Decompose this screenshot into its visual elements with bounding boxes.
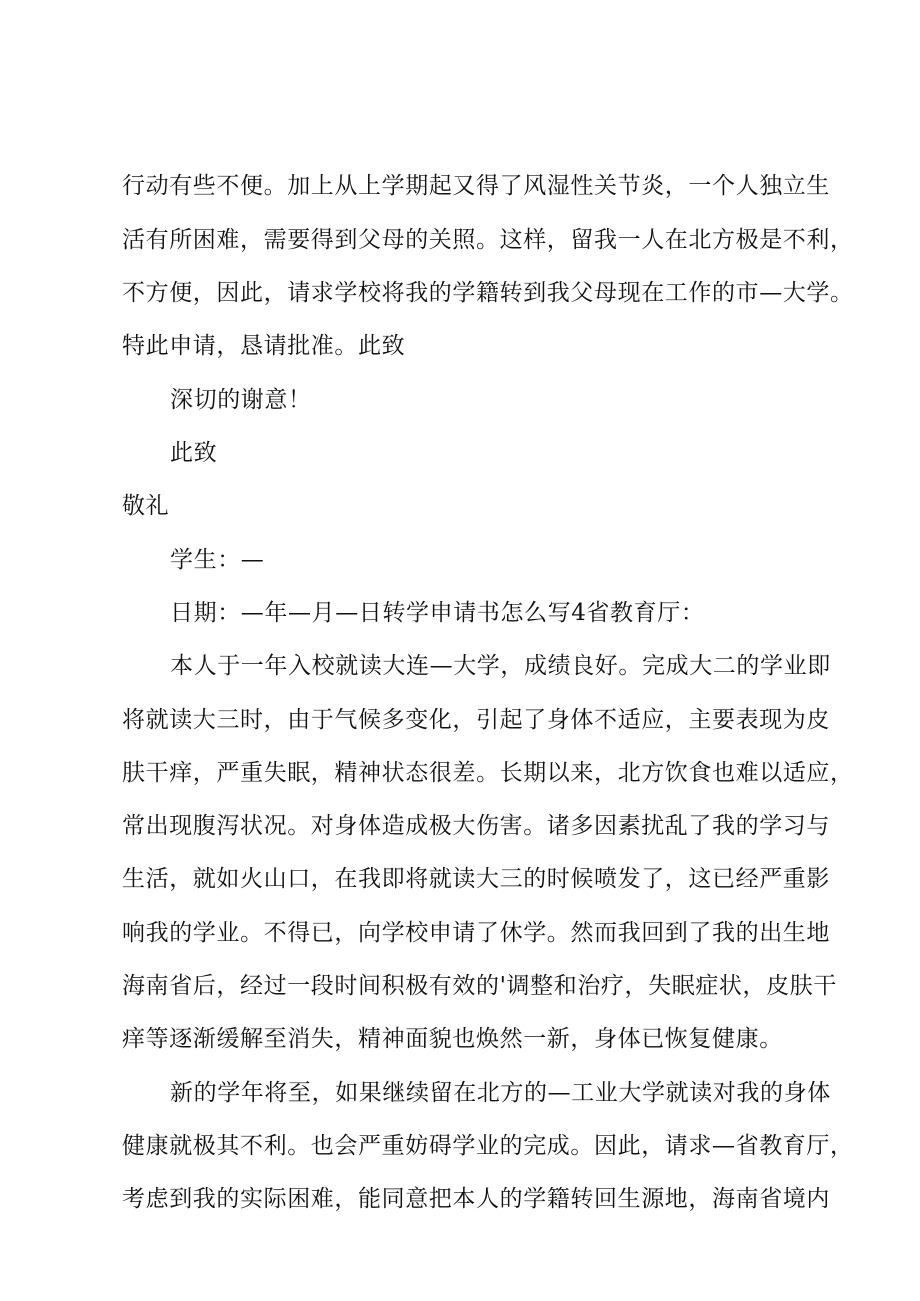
text-line: 不方便，因此，请求学校将我的学籍转到我父母现在工作的市—大学。 bbox=[122, 280, 854, 306]
text-line: 活有所困难，需要得到父母的关照。这样，留我一人在北方极是不利， bbox=[122, 227, 854, 253]
text-line: 痒等逐渐缓解至消失，精神面貌也焕然一新，身体已恢复健康。 bbox=[122, 1026, 783, 1052]
salutation-line: 敬礼 bbox=[122, 493, 170, 519]
text-line: 生活，就如火山口，在我即将就读大三的时候喷发了，这已经严重影 bbox=[122, 866, 830, 892]
text-line: 将就读大三时，由于气候多变化，引起了身体不适应，主要表现为皮 bbox=[122, 707, 830, 733]
text-line: 特此申请，恳请批准。此致 bbox=[122, 333, 406, 359]
closing-line: 此致 bbox=[170, 440, 218, 466]
text-line: 考虑到我的实际困难，能同意把本人的学籍转回生源地，海南省境内 bbox=[122, 1186, 830, 1212]
student-signature-line: 学生：— bbox=[170, 547, 265, 573]
text-line: 行动有些不便。加上从上学期起又得了风湿性关节炎，一个人独立生 bbox=[122, 173, 830, 199]
text-line: 健康就极其不利。也会严重妨碍学业的完成。因此，请求—省教育厅， bbox=[122, 1133, 854, 1159]
gratitude-line: 深切的谢意！ bbox=[170, 387, 312, 413]
text-line: 常出现腹泻状况。对身体造成极大伤害。诸多因素扰乱了我的学习与 bbox=[122, 813, 830, 839]
date-line: 日期：—年—月—日转学申请书怎么写4省教育厅： bbox=[170, 600, 705, 626]
text-line: 肤干痒，严重失眠，精神状态很差。长期以来，北方饮食也难以适应， bbox=[122, 760, 854, 786]
text-line: 响我的学业。不得已，向学校申请了休学。然而我回到了我的出生地 bbox=[122, 920, 830, 946]
text-line: 海南省后，经过一段时间积极有效的'调整和治疗，失眠症状，皮肤干 bbox=[122, 973, 837, 999]
text-line: 新的学年将至，如果继续留在北方的—工业大学就读对我的身体 bbox=[170, 1080, 831, 1106]
text-line: 本人于一年入校就读大连—大学，成绩良好。完成大二的学业即 bbox=[170, 653, 831, 679]
